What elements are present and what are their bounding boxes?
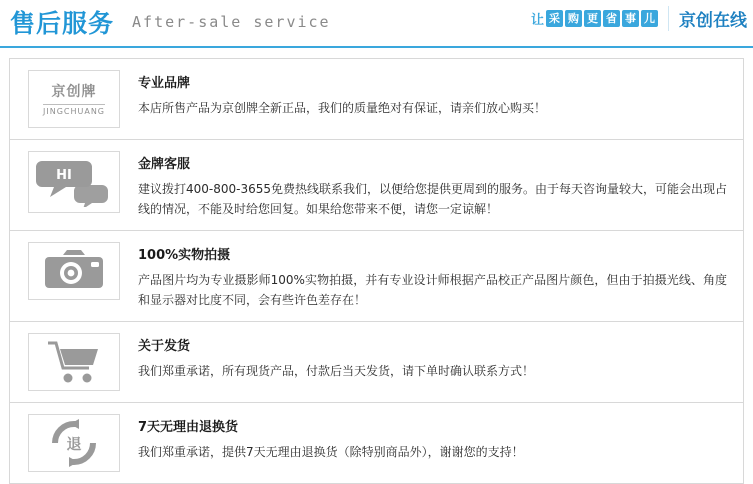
item-title: 100%实物拍摄: [138, 248, 231, 263]
list-item: [10, 231, 743, 322]
item-title: 金牌客服: [138, 157, 191, 172]
text-cell: [138, 151, 743, 219]
brand-stamp-en: JINGCHUANG: [43, 104, 105, 116]
brand-stamp-inner: [30, 71, 118, 127]
item-body: 本店所售产品为京创牌全新正品，我们的质量绝对有保证，请亲们放心购买！: [138, 101, 547, 115]
service-list: [9, 58, 744, 484]
shopping-cart-icon: [28, 333, 120, 391]
icon-cell: [10, 414, 138, 472]
slogan-part-4: 省: [603, 10, 620, 27]
item-body: 我们郑重承诺，提供7天无理由退换货（除特别商品外），谢谢您的支持！: [138, 445, 524, 459]
text-cell: [138, 414, 743, 462]
slogan-part-2: 购: [565, 10, 582, 27]
page-header: [0, 0, 753, 48]
header-right-group: [531, 6, 747, 31]
text-cell: [138, 70, 743, 118]
return-glyph: 退: [66, 435, 82, 453]
item-title: 7天无理由退换货: [138, 420, 239, 435]
return-arrows-icon: [28, 414, 120, 472]
item-body: 我们郑重承诺，所有现货产品，付款后当天发货，请下单时确认联系方式！: [138, 364, 535, 378]
slogan-part-0: 让: [530, 13, 544, 28]
item-body: 建议拨打400-800-3655免费热线联系我们，以便给您提供更周到的服务。由于每天咨询量较大，可能会出现占线的情况，不能及时给您回复。如果给您带来不便，请您一定谅解！: [138, 182, 728, 216]
item-body: 产品图片均为专业摄影师100%实物拍摄，并有专业设计师根据产品校正产品图片颜色，但由于拍摄光线、角度和显示器对比度不同，会有些许色差存在！: [138, 273, 727, 307]
slogan-part-3: 更: [584, 10, 601, 27]
slogan: [531, 9, 658, 28]
text-cell: [138, 333, 743, 381]
icon-cell: [10, 242, 138, 300]
slogan-part-6: 儿: [641, 10, 658, 27]
page-title: 售后服务: [10, 8, 115, 38]
icon-cell: [10, 333, 138, 391]
brand-logo: 京创在线: [668, 6, 747, 31]
list-item: [10, 140, 743, 231]
icon-cell: [10, 151, 138, 213]
list-item: [10, 59, 743, 140]
brand-stamp-cn: 京创牌: [51, 83, 97, 100]
speech-bubble-hi-icon: [28, 151, 120, 213]
page-subtitle: After-sale service: [132, 13, 331, 31]
text-cell: [138, 242, 743, 310]
brand-stamp-icon: [28, 70, 120, 128]
slogan-part-5: 事: [622, 10, 639, 27]
list-item: [10, 322, 743, 403]
icon-cell: [10, 70, 138, 128]
svg-text:HI: HI: [56, 168, 72, 183]
slogan-part-1: 采: [546, 10, 563, 27]
item-title: 专业品牌: [138, 76, 191, 91]
item-title: 关于发货: [138, 339, 191, 354]
camera-icon: [28, 242, 120, 300]
list-item: [10, 403, 743, 483]
